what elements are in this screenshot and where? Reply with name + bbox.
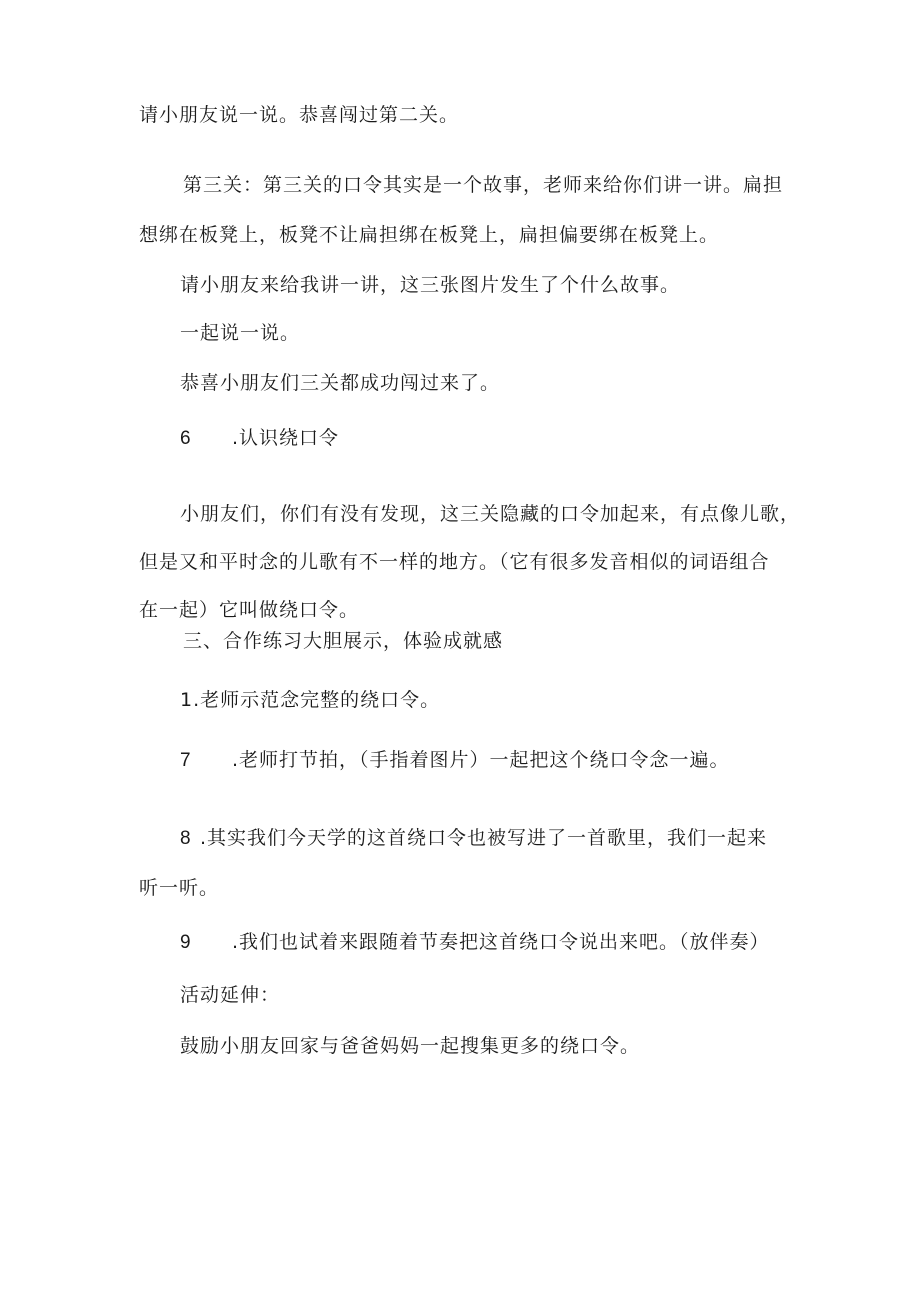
list-item-6 (180, 426, 339, 451)
paragraph-say-together: 一起说一说。 (180, 322, 301, 344)
paragraph-tell-story: 请小朋友来给我讲一讲，这三张图片发生了个什么故事。 (180, 274, 681, 296)
paragraph-level3-line2: 想绑在板凳上，板凳不让扁担绑在板凳上，扁担偏要绑在板凳上。 (139, 224, 720, 246)
paragraph-discovery-line1: 小朋友们，你们有没有发现，这三关隐藏的口令加起来，有点像儿歌， (180, 503, 801, 525)
list-item-text: .老师打节拍，（手指着图片）一起把这个绕口令念一遍。 (232, 749, 730, 771)
extension-heading: 活动延伸： (180, 984, 281, 1006)
paragraph-discovery-line2: 但是又和平时念的儿歌有不一样的地方。（它有很多发音相似的词语组合 (139, 551, 770, 573)
list-number: 6 (180, 428, 191, 449)
list-number: 9 (180, 932, 191, 953)
paragraph-discovery-line3: 在一起）它叫做绕口令。 (139, 599, 360, 621)
list-number: 8 (180, 828, 191, 849)
list-item-text: .其实我们今天学的这首绕口令也被写进了一首歌里，我们一起来 (200, 827, 768, 849)
paragraph-congrats-level2: 请小朋友说一说。恭喜闯过第二关。 (139, 104, 460, 126)
list-item-8-line1 (180, 826, 767, 851)
list-item-text: .我们也试着来跟随着节奏把这首绕口令说出来吧。（放伴奏） (232, 931, 770, 953)
list-number: 7 (180, 750, 191, 771)
list-item-7 (180, 748, 730, 773)
paragraph-all-passed: 恭喜小朋友们三关都成功闯过来了。 (180, 372, 501, 394)
list-item-9 (180, 930, 770, 955)
list-item-text: .认识绕口令 (232, 427, 340, 449)
section-heading-3: 三、合作练习大胆展示，体验成就感 (183, 630, 504, 652)
extension-text: 鼓励小朋友回家与爸爸妈妈一起搜集更多的绕口令。 (180, 1035, 641, 1057)
paragraph-level3-line1: 第三关：第三关的口令其实是一个故事，老师来给你们讲一讲。扁担 (183, 174, 784, 196)
list-item-8-line2: 听一听。 (139, 877, 220, 899)
list-item-1: 1.老师示范念完整的绕口令。 (180, 689, 441, 711)
